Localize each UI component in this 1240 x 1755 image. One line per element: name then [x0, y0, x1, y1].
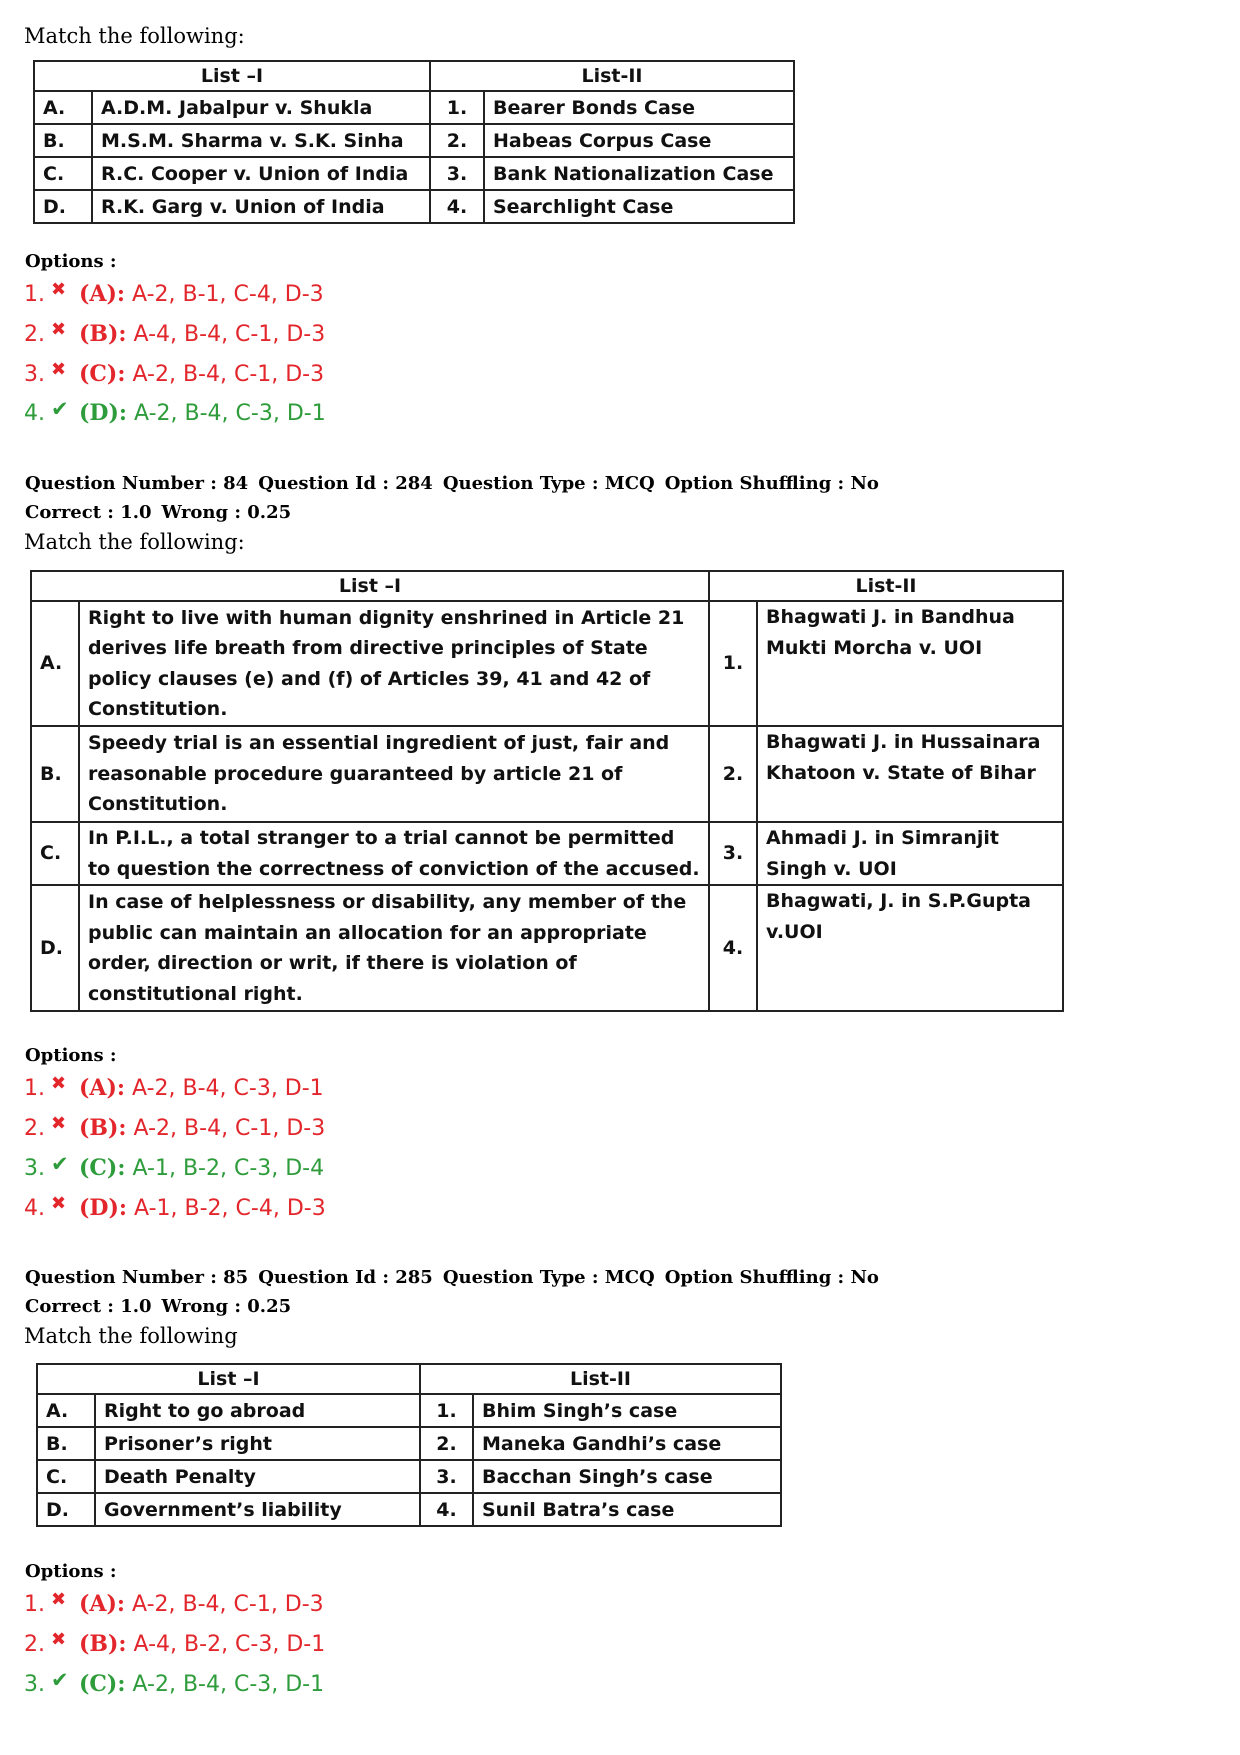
table-row: [31, 885, 1063, 1011]
row-number: 2.: [709, 726, 757, 822]
q84-heading: Match the following:: [24, 530, 245, 554]
row-key: D.: [31, 885, 79, 1011]
option-text: A-4, B-2, C-3, D-1: [133, 1632, 326, 1657]
option-number: 2.: [24, 322, 45, 347]
q85-meta: [25, 1263, 879, 1321]
check-icon: ✔: [51, 1668, 69, 1692]
list-2-item: Maneka Gandhi’s case: [473, 1427, 781, 1460]
q84-option-2[interactable]: [24, 1115, 325, 1141]
row-key: A.: [37, 1394, 95, 1427]
q83-option-3[interactable]: [24, 361, 324, 387]
q84-match-table: [30, 570, 1064, 1012]
q85-options-label: Options :: [25, 1561, 117, 1582]
row-number: 4.: [430, 190, 484, 223]
list-1-header: List –I: [31, 571, 709, 601]
row-number: 1.: [709, 601, 757, 726]
option-number: 1.: [24, 1076, 45, 1101]
row-key: C.: [31, 822, 79, 885]
list-1-item: M.S.M. Sharma v. S.K. Sinha: [92, 124, 430, 157]
q83-match-table: [33, 60, 795, 224]
question-id: Question Id : 285: [258, 1267, 433, 1288]
q83-heading: Match the following:: [24, 24, 245, 48]
option-number: 3.: [24, 1672, 45, 1697]
q83-option-4[interactable]: [24, 397, 326, 426]
list-2-header: List-II: [430, 61, 794, 91]
cross-icon: ✖: [51, 1589, 67, 1610]
option-text: A-2, B-4, C-3, D-1: [132, 1672, 325, 1697]
list-1-item: Right to live with human dignity enshrined in Article 21 derives life breath from directive principles of State policy clauses (e) and (f) of Articles 39, 41 and 42 of Constitution.: [79, 601, 709, 726]
q84-options-label: Options :: [25, 1045, 117, 1066]
list-2-item: Habeas Corpus Case: [484, 124, 794, 157]
table-row: [37, 1493, 781, 1526]
table-row: [31, 726, 1063, 822]
option-letter: (B):: [79, 1631, 127, 1657]
list-1-item: R.C. Cooper v. Union of India: [92, 157, 430, 190]
option-number: 2.: [24, 1632, 45, 1657]
row-number: 1.: [420, 1394, 473, 1427]
row-key: C.: [37, 1460, 95, 1493]
option-number: 4.: [24, 1196, 45, 1221]
check-icon: ✔: [51, 397, 69, 421]
q84-option-1[interactable]: [24, 1075, 324, 1101]
list-1-item: Right to go abroad: [95, 1394, 420, 1427]
option-shuffling: Option Shuffling : No: [664, 473, 879, 494]
q85-option-3[interactable]: [24, 1668, 325, 1697]
option-number: 2.: [24, 1116, 45, 1141]
row-number: 3.: [430, 157, 484, 190]
list-2-item: Bacchan Singh’s case: [473, 1460, 781, 1493]
question-id: Question Id : 284: [258, 473, 433, 494]
q83-options-label: Options :: [25, 251, 117, 272]
row-key: A.: [31, 601, 79, 726]
list-2-item: Sunil Batra’s case: [473, 1493, 781, 1526]
row-number: 4.: [420, 1493, 473, 1526]
option-number: 4.: [24, 401, 45, 426]
q84-option-4[interactable]: [24, 1195, 326, 1221]
row-number: 2.: [430, 124, 484, 157]
q83-option-2[interactable]: [24, 321, 325, 347]
list-2-item: Ahmadi J. in Simranjit Singh v. UOI: [757, 822, 1063, 885]
option-number: 3.: [24, 362, 45, 387]
q85-option-2[interactable]: [24, 1631, 325, 1657]
table-row: [34, 124, 794, 157]
q85-option-1[interactable]: [24, 1591, 324, 1617]
q83-option-1[interactable]: [24, 281, 324, 307]
list-2-item: Searchlight Case: [484, 190, 794, 223]
option-number: 1.: [24, 282, 45, 307]
cross-icon: ✖: [51, 1073, 67, 1094]
option-letter: (A):: [79, 1591, 126, 1617]
list-1-item: In case of helplessness or disability, any member of the public can maintain an allocation for an appropriate order, direction or writ, if there is violation of constitutional right.: [79, 885, 709, 1011]
option-text: A-4, B-4, C-1, D-3: [133, 322, 326, 347]
option-text: A-1, B-2, C-3, D-4: [132, 1156, 325, 1181]
wrong-marks: Wrong : 0.25: [161, 1296, 292, 1317]
list-2-item: Bhagwati J. in Bandhua Mukti Morcha v. UOI: [757, 601, 1063, 726]
option-letter: (D):: [79, 400, 128, 426]
table-header-row: [37, 1364, 781, 1394]
list-2-item: Bhagwati J. in Hussainara Khatoon v. State of Bihar: [757, 726, 1063, 822]
list-2-item: Bank Nationalization Case: [484, 157, 794, 190]
cross-icon: ✖: [51, 1193, 67, 1214]
option-letter: (B):: [79, 321, 127, 347]
list-1-item: In P.I.L., a total stranger to a trial cannot be permitted to question the correctness of conviction of the accused.: [79, 822, 709, 885]
q84-meta: [25, 469, 879, 527]
option-letter: (B):: [79, 1115, 127, 1141]
option-shuffling: Option Shuffling : No: [664, 1267, 879, 1288]
list-1-item: Government’s liability: [95, 1493, 420, 1526]
option-text: A-2, B-4, C-3, D-1: [134, 401, 326, 426]
row-number: 3.: [420, 1460, 473, 1493]
cross-icon: ✖: [51, 1629, 67, 1650]
check-icon: ✔: [51, 1152, 69, 1176]
row-key: B.: [34, 124, 92, 157]
option-letter: (A):: [79, 281, 126, 307]
question-number: Question Number : 84: [25, 473, 249, 494]
q84-option-3[interactable]: [24, 1152, 325, 1181]
table-row: [34, 91, 794, 124]
list-1-item: Death Penalty: [95, 1460, 420, 1493]
cross-icon: ✖: [51, 319, 67, 340]
list-1-item: R.K. Garg v. Union of India: [92, 190, 430, 223]
question-type: Question Type : MCQ: [442, 1267, 655, 1288]
cross-icon: ✖: [51, 1113, 67, 1134]
option-text: A-1, B-2, C-4, D-3: [134, 1196, 326, 1221]
q85-match-table: [36, 1363, 782, 1527]
list-1-header: List –I: [34, 61, 430, 91]
q85-heading: Match the following: [24, 1324, 238, 1348]
option-letter: (C):: [79, 361, 126, 387]
option-letter: (A):: [79, 1075, 126, 1101]
question-number: Question Number : 85: [25, 1267, 249, 1288]
correct-marks: Correct : 1.0: [25, 502, 152, 523]
table-row: [34, 157, 794, 190]
row-key: D.: [34, 190, 92, 223]
list-1-header: List –I: [37, 1364, 420, 1394]
option-letter: (C):: [79, 1671, 126, 1697]
list-2-item: Bhagwati, J. in S.P.Gupta v.UOI: [757, 885, 1063, 1011]
list-1-item: Speedy trial is an essential ingredient of just, fair and reasonable procedure guaranteed by article 21 of Constitution.: [79, 726, 709, 822]
row-number: 1.: [430, 91, 484, 124]
option-text: A-2, B-4, C-3, D-1: [132, 1076, 324, 1101]
row-number: 4.: [709, 885, 757, 1011]
option-letter: (C):: [79, 1155, 126, 1181]
option-text: A-2, B-1, C-4, D-3: [132, 282, 324, 307]
row-key: B.: [31, 726, 79, 822]
wrong-marks: Wrong : 0.25: [161, 502, 292, 523]
row-number: 2.: [420, 1427, 473, 1460]
row-number: 3.: [709, 822, 757, 885]
table-row: [37, 1460, 781, 1493]
option-text: A-2, B-4, C-1, D-3: [132, 362, 325, 387]
row-key: C.: [34, 157, 92, 190]
table-row: [37, 1394, 781, 1427]
list-2-item: Bhim Singh’s case: [473, 1394, 781, 1427]
list-1-item: Prisoner’s right: [95, 1427, 420, 1460]
row-key: B.: [37, 1427, 95, 1460]
list-2-header: List-II: [709, 571, 1063, 601]
table-row: [34, 190, 794, 223]
option-text: A-2, B-4, C-1, D-3: [132, 1592, 324, 1617]
correct-marks: Correct : 1.0: [25, 1296, 152, 1317]
cross-icon: ✖: [51, 279, 67, 300]
option-number: 1.: [24, 1592, 45, 1617]
table-row: [37, 1427, 781, 1460]
question-type: Question Type : MCQ: [442, 473, 655, 494]
option-text: A-2, B-4, C-1, D-3: [133, 1116, 326, 1141]
list-2-header: List-II: [420, 1364, 781, 1394]
list-1-item: A.D.M. Jabalpur v. Shukla: [92, 91, 430, 124]
row-key: A.: [34, 91, 92, 124]
table-header-row: [34, 61, 794, 91]
row-key: D.: [37, 1493, 95, 1526]
option-letter: (D):: [79, 1195, 128, 1221]
table-header-row: [31, 571, 1063, 601]
table-row: [31, 601, 1063, 726]
table-row: [31, 822, 1063, 885]
option-number: 3.: [24, 1156, 45, 1181]
cross-icon: ✖: [51, 359, 67, 380]
list-2-item: Bearer Bonds Case: [484, 91, 794, 124]
